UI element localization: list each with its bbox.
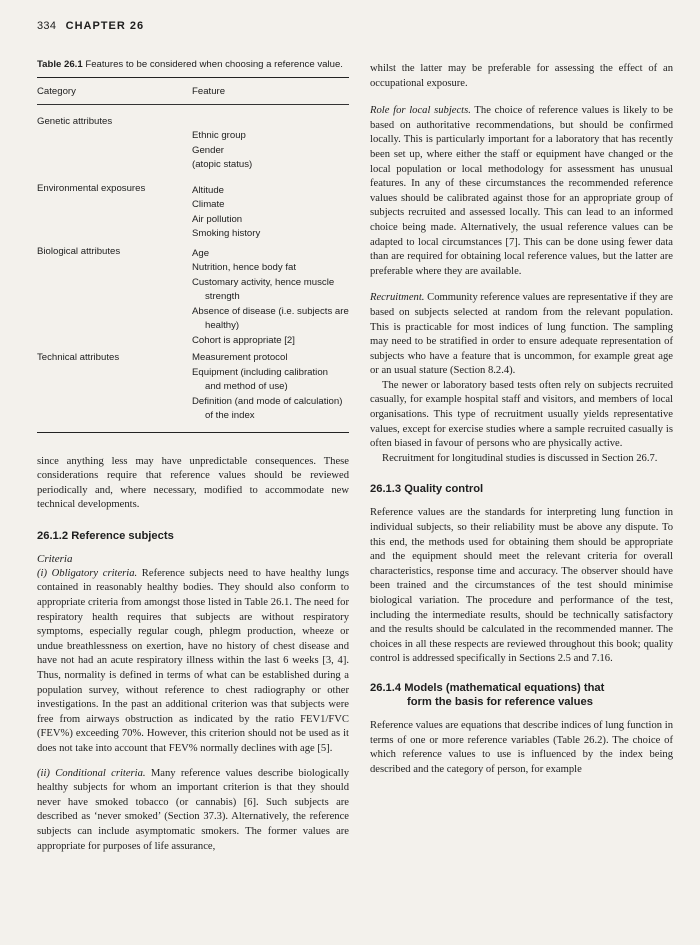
- row-features: [192, 182, 349, 242]
- paragraph-lead: Recruitment.: [370, 292, 425, 304]
- feature-item: healthy): [205, 320, 240, 331]
- row-features: [192, 115, 349, 173]
- subheading-criteria: Criteria: [37, 552, 73, 565]
- table-row: [37, 115, 349, 173]
- row-category: Technical attributes: [37, 352, 120, 363]
- table-body: [37, 105, 349, 433]
- col-header-feature: Feature: [192, 86, 226, 97]
- paragraph: The newer or laboratory based tests often rely on subjects recruited casually, for example hospital staff and visitors, and members of local organisations. This type of recruitment usually yields representative values, except for exercise studies where a sample recruited casually is often biased in favour of persons who are physically active.: [370, 379, 673, 450]
- feature-item: (atopic status): [192, 159, 253, 170]
- feature-item: Nutrition, hence body fat: [192, 262, 296, 273]
- paragraph-text: The choice of reference values is likely to be based on authoritative recommendations, but should be confirmed locally. This is particularly important for a laboratory that has recently been set up, where either the staff or equipment have changed or the local population or local methodology for assessment has unusual features. In any of these circumstances the recommended reference values should be calibrated against those for an appropriate group of subjects recruited and assessed locally. This can lead to an informed choice being made. Alternatively, the usual reference values can be adapted to local circumstances [7]. This can be done using fewer data than are required for obtaining local reference values, but the latter are preferable where they are available.: [370, 105, 674, 277]
- chapter-label: CHAPTER 26: [65, 20, 145, 32]
- feature-item: Gender: [192, 144, 224, 156]
- feature-item: Age: [192, 247, 210, 259]
- feature-item: Definition (and mode of calculation): [192, 395, 343, 407]
- feature-item: Ethnic group: [192, 130, 246, 141]
- paragraph: [370, 291, 673, 379]
- feature-item: strength: [205, 291, 240, 302]
- paragraph: Reference values are the standards for interpreting lung function in individual subjects, so their reliability must be above any dispute. To this end, the methods used for obtaining them should be appropriate and the equipment should meet the relevant criteria for overall characteristics, response time and accuracy. The observer should have been trained and the circumstances of the test should minimise biological variation. The procedure and performance of the test, including the intermediate results, should be technically satisfactory and the results should be calculated in the recommended manner. The choices in all these respects are reviewed throughout this book; quality control is addressed specifically in Sections 2.5 and 7.16.: [370, 507, 673, 665]
- row-features: [192, 351, 349, 424]
- table-row: [37, 182, 349, 242]
- page-number: 334: [37, 20, 57, 32]
- feature-item: Measurement protocol: [192, 352, 288, 363]
- feature-item: Cohort is appropriate [2]: [192, 334, 295, 346]
- section-heading-line2: form the basis for reference values: [407, 695, 593, 708]
- feature-item: Climate: [192, 199, 225, 210]
- paragraph-text: Many reference values describe biologically healthy subjects for whom an important criterion is that they should never have smoked tobacco (or cannabis) [6]. Such subjects are described as ‘never smoked’ (Section 37.3). Alternatively, the reference subjects can include asymptomatic smokers. The former values are appropriate for purposes of life assurance,: [37, 767, 349, 852]
- table-caption-text: Features to be considered when choosing a reference value.: [85, 59, 343, 70]
- feature-item: Equipment (including calibration: [192, 366, 328, 378]
- table-26-1: [37, 58, 349, 433]
- row-category: Genetic attributes: [37, 116, 113, 127]
- feature-item: and method of use): [205, 381, 288, 392]
- section-heading-line1: 26.1.4 Models (mathematical equations) that: [370, 681, 605, 694]
- paragraph: [370, 104, 673, 279]
- paragraph: since anything less may have unpredictable consequences. These considerations require that reference values should be reviewed periodically and, where necessary, modified to accommodate new technical developments.: [37, 455, 349, 511]
- row-category: Environmental exposures: [37, 182, 146, 194]
- section-heading: [370, 681, 673, 709]
- feature-item: Smoking history: [192, 228, 261, 239]
- paragraph: Reference values are equations that describe indices of lung function in terms of one or more reference variables (Table 26.2). The choice of which reference values to use is influenced by the index being described and the category of person, for example: [370, 719, 673, 775]
- row-category: Biological attributes: [37, 245, 121, 257]
- feature-item: Absence of disease (i.e. subjects are: [192, 305, 349, 317]
- running-header: [37, 20, 144, 32]
- paragraph-text: Community reference values are representative if they are based on subjects selected at random from the relevant population. This is practicable for most indices of lung function. The sampling may need to be stratified in order to ensure adequate representation of subjects who have a feature that is uncommon, for example great age or an usual stature (Section 8.2.4).: [370, 292, 673, 377]
- left-column: [37, 58, 349, 854]
- feature-item: Air pollution: [192, 213, 243, 225]
- feature-item: of the index: [205, 410, 255, 421]
- section-heading: 26.1.2 Reference subjects: [37, 529, 174, 542]
- paragraph: Recruitment for longitudinal studies is discussed in Section 26.7.: [382, 452, 658, 464]
- paragraph: [37, 567, 349, 757]
- section-heading: 26.1.3 Quality control: [370, 483, 484, 496]
- feature-item: Altitude: [192, 184, 224, 196]
- paragraph-text: Reference subjects need to have healthy lungs contained in reasonably healthy bodies. They should also conform to appropriate criteria from amongst those listed in Table 26.1. The need for respiratory health requires that subjects are without respiratory symptoms, especially regular cough, phlegm production, wheeze or undue breathlessness on exertion, have no history of chest disease and have not had an acute respiratory illness within the last 6 weeks [3, 4]. Thus, normality is defined in terms of what can be established during a population survey, without reference to chest radiography or other investigations. In the past an additional criterion was that subjects were free from airways obstruction as indicated by the ratio FEV1/FVC (FEV%) exceeding 70%. However, this criterion should not be used as it does not take into account that FEV% normally declines with age [5].: [37, 567, 349, 754]
- right-column: [370, 62, 673, 777]
- row-features: [192, 245, 349, 349]
- paragraph: whilst the latter may be preferable for assessing the effect of an occupational exposure.: [370, 63, 673, 89]
- col-header-category: Category: [37, 86, 76, 97]
- table-row: [37, 245, 349, 349]
- table-header-row: [37, 78, 349, 105]
- paragraph-lead: Role for local subjects.: [370, 105, 471, 117]
- paragraph: [37, 767, 349, 855]
- feature-item: Customary activity, hence muscle: [192, 276, 335, 288]
- table-caption: [37, 58, 349, 78]
- paragraph-lead: (i) Obligatory criteria.: [37, 567, 138, 579]
- paragraph-lead: (ii) Conditional criteria.: [37, 767, 146, 779]
- table-caption-label: Table 26.1: [37, 59, 83, 70]
- table-row: [37, 351, 349, 424]
